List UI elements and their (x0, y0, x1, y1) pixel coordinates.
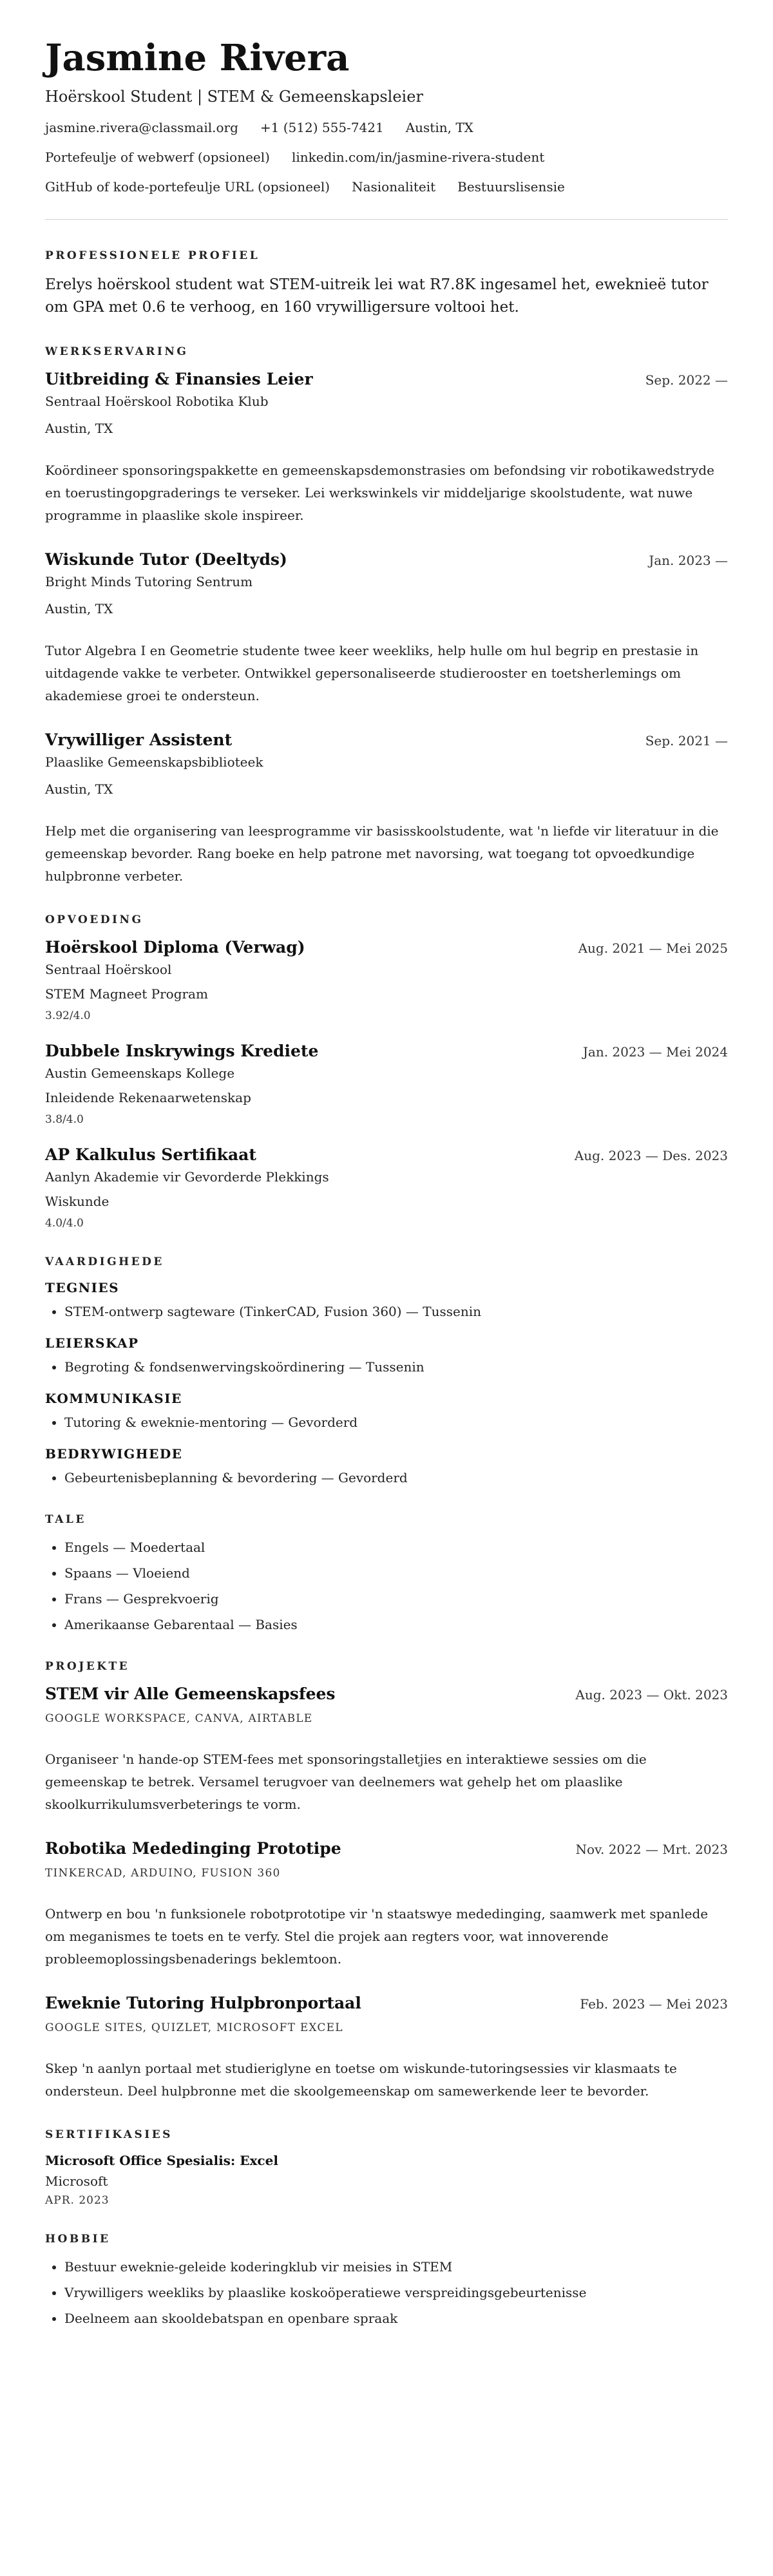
contact-nationality: Nasionaliteit (352, 178, 436, 195)
job-organization: Plaaslike Gemeenskapsbiblioteek (45, 754, 263, 770)
languages-section (45, 1513, 728, 1634)
experience-entry (45, 370, 728, 527)
education-heading: OPVOEDING (45, 913, 144, 926)
job-title: Wiskunde Tutor (Deeltyds) (45, 549, 287, 569)
skill-item: • Begroting & fondsenwervingskoördinering — Tussenin (64, 1357, 728, 1377)
contact-location: Austin, TX (405, 119, 473, 135)
skill-item: • STEM-ontwerp sagteware (TinkerCAD, Fusion 360) — Tussenin (64, 1302, 728, 1321)
degree-date: Jan. 2023 — Mei 2024 (582, 1044, 728, 1060)
skill-group (45, 1391, 728, 1432)
gpa: 3.8/4.0 (45, 1112, 84, 1126)
skill-group (45, 1280, 728, 1321)
skill-group (45, 1335, 728, 1377)
skill-category: BEDRYWIGHEDE (45, 1445, 183, 1462)
language-item: • Frans — Gesprekvoerig (64, 1589, 728, 1608)
skill-group (45, 1446, 728, 1487)
school-name: Aanlyn Akademie vir Gevorderde Plekkings (45, 1169, 329, 1185)
skill-category: KOMMUNIKASIE (45, 1390, 182, 1406)
degree-date: Aug. 2023 — Des. 2023 (574, 1147, 728, 1163)
job-title: Uitbreiding & Finansies Leier (45, 369, 313, 388)
project-name: Robotika Mededinging Prototipe (45, 1838, 341, 1858)
project-description: Ontwerp en bou 'n funksionele robotprototipe vir 'n staatswye mededinging, saamwerk met spanlede om meganismes te toets en te verfy. Stel die projek aan regters voor, wat innoverende probleemoplossingsbenaderings beklemtoon. (45, 1905, 709, 1967)
header-divider (45, 219, 728, 220)
certifications-heading: SERTIFIKASIES (45, 2128, 173, 2141)
job-organization: Bright Minds Tutoring Sentrum (45, 573, 253, 589)
skills-heading: VAARDIGHEDE (45, 1255, 164, 1268)
education-section (45, 913, 728, 1230)
contact-row-1 (45, 120, 728, 135)
project-entry (45, 1839, 728, 1970)
contact-row-2 (45, 149, 728, 165)
resume-header (45, 39, 728, 195)
job-title: Vrywilliger Assistent (45, 730, 233, 749)
job-date: Sep. 2021 — (645, 732, 728, 749)
certification-date: APR. 2023 (45, 2193, 110, 2207)
contact-portfolio[interactable]: Portefeulje of webwerf (opsioneel) (45, 149, 270, 165)
degree-title: AP Kalkulus Sertifikaat (45, 1145, 256, 1164)
gpa: 4.0/4.0 (45, 1216, 84, 1230)
hobby-item: • Bestuur eweknie-geleide koderingklub vir meisies in STEM (64, 2257, 728, 2276)
skill-item: • Tutoring & eweknie-mentoring — Gevorderd (64, 1413, 728, 1432)
skill-item: • Gebeurtenisbeplanning & bevordering — Gevorderd (64, 1468, 728, 1487)
experience-entry (45, 550, 728, 707)
certification-issuer: Microsoft (45, 2173, 108, 2189)
study-field: STEM Magneet Program (45, 986, 208, 1002)
hobbies-section (45, 2233, 728, 2328)
project-name: STEM vir Alle Gemeenskapsfees (45, 1684, 336, 1703)
project-entry (45, 1684, 728, 1816)
job-description: Help met die organisering van leesprogramme vir basisskoolstudente, wat 'n liefde vir literatuur in die gemeenskap bevorder. Rang boeke en help patrone met navorsing, wat toegang tot opvoedkundige hulpbronne verbeter. (45, 823, 719, 884)
project-entry (45, 1994, 728, 2103)
language-item: • Amerikaanse Gebarentaal — Basies (64, 1615, 728, 1634)
profile-section (45, 249, 728, 320)
contact-linkedin[interactable]: linkedin.com/in/jasmine-rivera-student (291, 149, 545, 165)
language-item: • Spaans — Vloeiend (64, 1563, 728, 1583)
project-tech: TINKERCAD, ARDUINO, FUSION 360 (45, 1866, 281, 1880)
candidate-tagline: Hoërskool Student | STEM & Gemeenskapsleier (45, 87, 423, 106)
job-location: Austin, TX (45, 600, 113, 616)
gpa: 3.92/4.0 (45, 1009, 91, 1022)
contact-row-3 (45, 179, 728, 195)
project-date: Nov. 2022 — Mrt. 2023 (575, 1841, 728, 1857)
job-location: Austin, TX (45, 781, 113, 797)
project-name: Eweknie Tutoring Hulpbronportaal (45, 1993, 361, 2012)
contact-drivers-license: Bestuurslisensie (457, 178, 565, 195)
contact-github[interactable]: GitHub of kode-portefeulje URL (opsioneel) (45, 178, 330, 195)
study-field: Wiskunde (45, 1193, 110, 1209)
contact-phone[interactable]: +1 (512) 555-7421 (260, 119, 384, 135)
projects-section (45, 1660, 728, 2103)
education-entry (45, 938, 728, 1022)
job-location: Austin, TX (45, 420, 113, 436)
candidate-name: Jasmine Rivera (45, 37, 350, 79)
certifications-section (45, 2128, 728, 2207)
profile-heading: PROFESSIONELE PROFIEL (45, 249, 260, 262)
contact-email[interactable]: jasmine.rivera@classmail.org (45, 119, 238, 135)
project-description: Skep 'n aanlyn portaal met studieriglyne en toetse om wiskunde-tutoringsessies vir klasmaats te ondersteun. Deel hulpbronne met die skoolgemeenskap om samewerkende leer te bevorder. (45, 2060, 677, 2099)
project-date: Aug. 2023 — Okt. 2023 (575, 1686, 728, 1703)
hobbies-heading: HOBBIE (45, 2232, 111, 2246)
school-name: Sentraal Hoërskool (45, 961, 172, 977)
degree-title: Dubbele Inskrywings Krediete (45, 1041, 319, 1060)
project-description: Organiseer 'n hande-op STEM-fees met sponsoringstalletjies en interaktiewe sessies om die gemeenskap te betrek. Versamel terugvoer van deelnemers wat gehelp het om plaaslike skoolkurrikulumsverbeterings te vorm. (45, 1751, 647, 1812)
job-description: Koördineer sponsoringspakkette en gemeenskapsdemonstrasies om befondsing vir robotikawedstryde en toerustingopgraderings te verseker. Lei werkswinkels vir middeljarige skoolstudente, wat nuwe programme in plaaslike skole inspireer. (45, 462, 714, 523)
hobby-item: • Vrywilligers weekliks by plaaslike koskoöperatiewe verspreidingsgebeurtenisse (64, 2283, 728, 2302)
school-name: Austin Gemeenskaps Kollege (45, 1065, 235, 1081)
project-tech: GOOGLE WORKSPACE, CANVA, AIRTABLE (45, 1712, 313, 1725)
certification-entry (45, 2153, 728, 2207)
study-field: Inleidende Rekenaarwetenskap (45, 1089, 251, 1105)
education-entry (45, 1145, 728, 1230)
experience-heading: WERKSERVARING (45, 345, 189, 358)
degree-date: Aug. 2021 — Mei 2025 (578, 940, 728, 956)
project-tech: GOOGLE SITES, QUIZLET, MICROSOFT EXCEL (45, 2021, 343, 2034)
skill-category: TEGNIES (45, 1279, 120, 1295)
languages-heading: TALE (45, 1512, 86, 1526)
skills-section (45, 1255, 728, 1487)
profile-summary: Erelys hoërskool student wat STEM-uitreik lei wat R7.8K ingesamel het, eweknieë tutor om GPA met 0.6 te verhoog, en 160 vrywilligersure voltooi het. (45, 276, 709, 316)
language-item: • Engels — Moedertaal (64, 1538, 728, 1557)
job-organization: Sentraal Hoërskool Robotika Klub (45, 393, 269, 409)
education-entry (45, 1042, 728, 1126)
certification-name: Microsoft Office Spesialis: Excel (45, 2152, 278, 2168)
experience-section (45, 345, 728, 888)
skill-category: LEIERSKAP (45, 1335, 139, 1351)
job-date: Sep. 2022 — (645, 372, 728, 388)
job-description: Tutor Algebra I en Geometrie studente twee keer weekliks, help hulle om hul begrip en prestasie in uitdagende vakke te verbeter. Ontwikkel gepersonaliseerde studierooster en toetsherlemings om akademiese groei te ondersteun. (45, 642, 699, 703)
job-date: Jan. 2023 — (649, 552, 728, 568)
degree-title: Hoërskool Diploma (Verwag) (45, 937, 305, 957)
project-date: Feb. 2023 — Mei 2023 (580, 1996, 728, 2012)
projects-heading: PROJEKTE (45, 1659, 130, 1673)
hobby-item: • Deelneem aan skooldebatspan en openbare spraak (64, 2309, 728, 2328)
experience-entry (45, 730, 728, 888)
